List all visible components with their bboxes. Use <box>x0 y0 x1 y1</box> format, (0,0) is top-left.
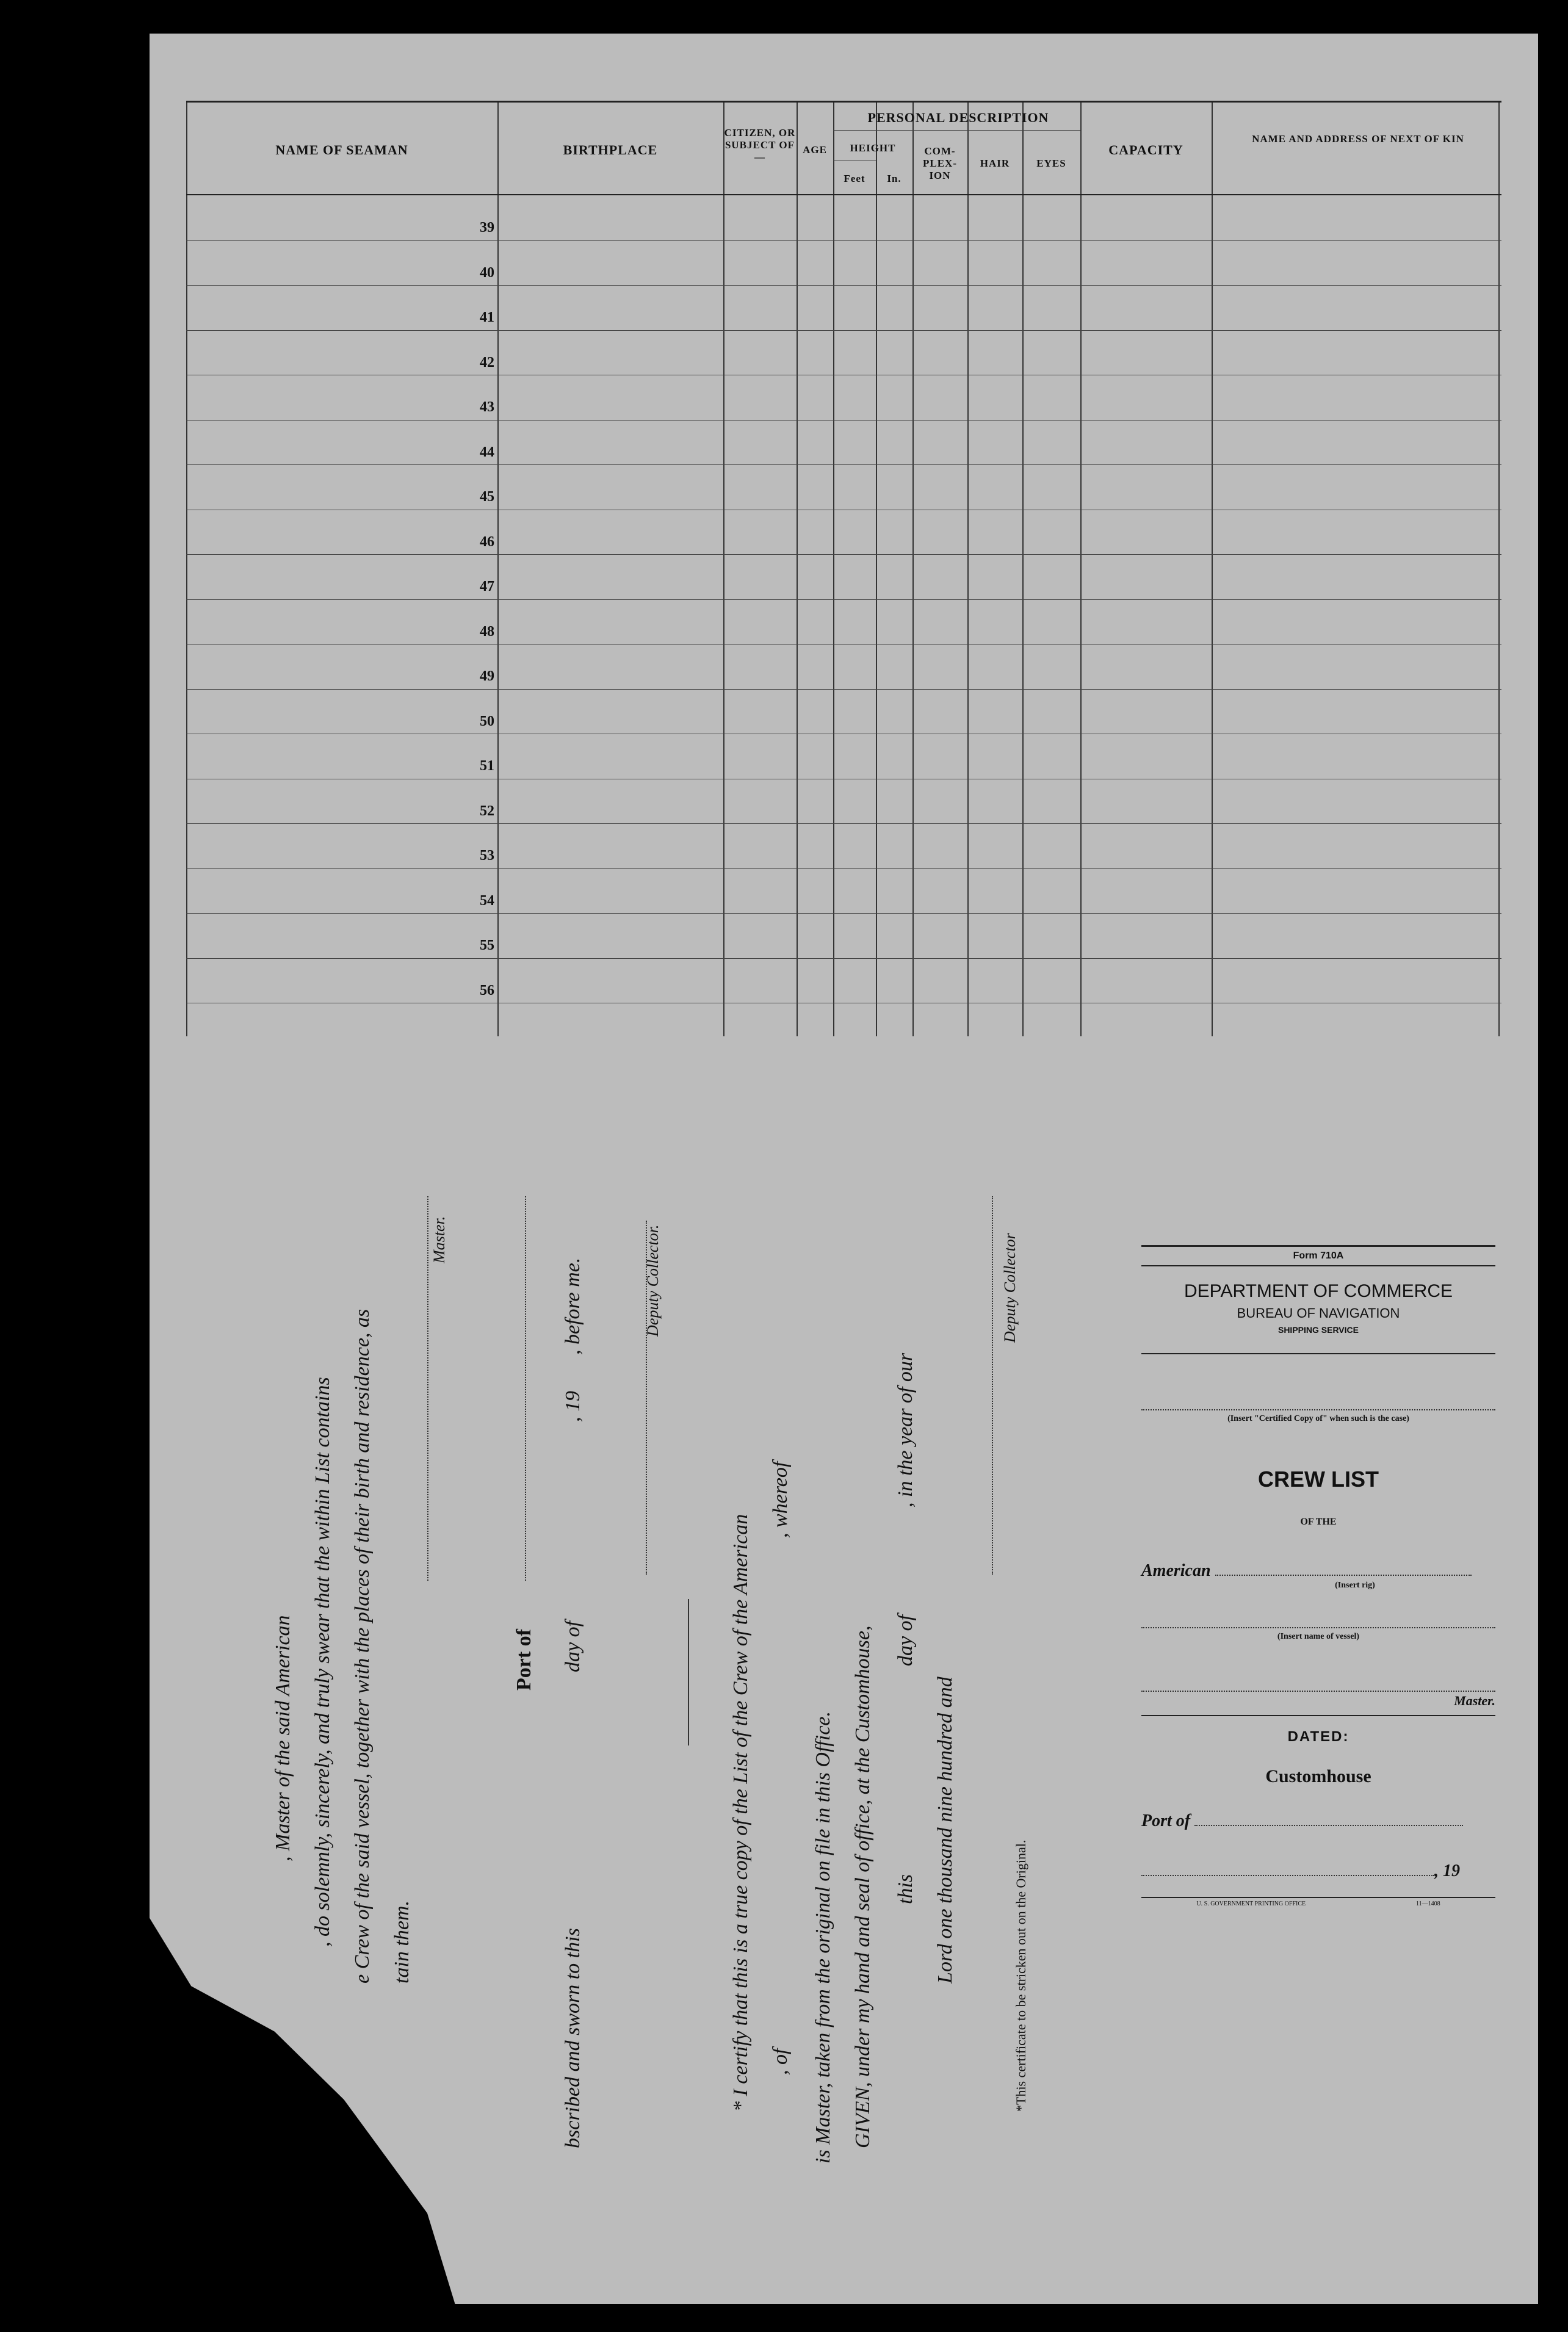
oath-line-1: , Master of the said American <box>272 1615 294 1861</box>
cert-deputy-line <box>992 1196 993 1575</box>
oath-before-me: , before me. <box>562 1257 584 1355</box>
department: DEPARTMENT OF COMMERCE <box>1183 1281 1453 1301</box>
cert-line-3: is Master, taken from the original on file in this Office. <box>812 1711 834 2164</box>
oath-day-of: day of <box>562 1620 584 1672</box>
oath-port-of: Port of <box>513 1628 535 1691</box>
oath-deputy-line <box>646 1221 647 1575</box>
cert-footnote: *This certificate to be stricken out on the Original. <box>1013 1839 1028 2112</box>
insert-rig-note: (Insert rig) <box>1335 1581 1375 1590</box>
header-age: AGE <box>803 144 827 156</box>
table-row-rule <box>186 285 1501 286</box>
table-row-rule <box>186 913 1501 914</box>
american-label: American <box>1141 1561 1211 1580</box>
header-eyes: EYES <box>1036 157 1066 169</box>
table-row-rule <box>186 554 1501 555</box>
cert-line-4: GIVEN, under my hand and seal of office, at the Customhouse, <box>851 1625 874 2148</box>
row-number: 46 <box>480 533 494 550</box>
row-number: 51 <box>480 758 494 774</box>
dated-label: DATED: <box>1287 1728 1349 1745</box>
row-number: 40 <box>480 264 494 281</box>
table-row-rule <box>186 464 1501 465</box>
header-hair: HAIR <box>980 157 1010 169</box>
seal-line <box>688 1599 689 1745</box>
row-number: 55 <box>480 937 494 953</box>
header-inches: In. <box>887 173 901 184</box>
row-number: 47 <box>480 579 494 594</box>
header-citizen: CITIZEN, OR SUBJECT OF— <box>724 127 796 163</box>
row-number: 39 <box>480 220 494 236</box>
year-label: , 19 <box>1434 1861 1460 1880</box>
row-number: 44 <box>480 444 494 460</box>
row-number: 56 <box>480 982 494 998</box>
oath-line-4: tain them. <box>391 1901 413 1984</box>
oath-master-line <box>427 1196 428 1581</box>
cert-line-6: Lord one thousand nine hundred and <box>934 1677 956 1984</box>
header-next-of-kin: NAME AND ADDRESS OF NEXT OF KIN <box>1252 133 1464 145</box>
table-row-rule <box>186 330 1501 331</box>
row-number: 48 <box>480 623 494 640</box>
oath-line-2: , do solemnly, sincerely, and truly swear that the within List contains <box>311 1377 334 1947</box>
header-birthplace: BIRTHPLACE <box>563 142 658 157</box>
port-of-label: Port of <box>1141 1811 1191 1830</box>
table-row-rule <box>186 868 1501 869</box>
row-number: 49 <box>480 668 494 684</box>
cover-panel <box>1141 1221 1495 1984</box>
master-label: Master. <box>1454 1693 1495 1708</box>
table-row-rule <box>186 689 1501 690</box>
customhouse-label: Customhouse <box>1265 1766 1371 1786</box>
oath-port-line <box>525 1196 526 1581</box>
cert-day-of: day of <box>894 1614 917 1666</box>
certified-copy-note: (Insert "Certified Copy of" when such is the case) <box>1227 1414 1409 1423</box>
printer-imprint: U. S. GOVERNMENT PRINTING OFFICE <box>1196 1901 1306 1907</box>
form-number: Form 710A <box>1293 1251 1344 1261</box>
row-number: 45 <box>480 489 494 505</box>
header-complexion: COM-PLEX-ION <box>923 145 957 181</box>
header-personal-description: PERSONAL DESCRIPTION <box>867 110 1049 125</box>
header-height: HEIGHT <box>850 142 896 154</box>
cert-year-of-our: , in the year of our <box>894 1352 917 1507</box>
header-capacity: CAPACITY <box>1108 142 1183 157</box>
row-number: 54 <box>480 892 494 909</box>
crew-table <box>186 101 1501 1036</box>
row-number: 41 <box>480 309 494 325</box>
oath-master-label: Master. <box>430 1216 448 1263</box>
oath-year: , 19 <box>562 1391 584 1422</box>
oath-sworn: bscribed and sworn to this <box>562 1928 584 2148</box>
table-row-rule <box>186 420 1501 421</box>
row-number: 42 <box>480 354 494 370</box>
table-row-rule <box>186 958 1501 959</box>
of-the-label: OF THE <box>1300 1517 1337 1527</box>
row-number: 53 <box>480 848 494 864</box>
oath-deputy-collector: Deputy Collector. <box>644 1224 662 1337</box>
cert-line-1: * I certify that this is a true copy of the List of the Crew of the American <box>729 1514 752 2112</box>
oath-line-3: e Crew of the said vessel, together with the places of their birth and residence, as <box>351 1309 374 1984</box>
crew-list-title: CREW LIST <box>1258 1467 1379 1492</box>
row-number: 50 <box>480 713 494 729</box>
table-row-rule <box>186 599 1501 600</box>
cert-this: this <box>894 1874 917 1904</box>
row-number: 52 <box>480 803 494 819</box>
cert-line-2: , of <box>769 2048 792 2075</box>
insert-vessel-note: (Insert name of vessel) <box>1277 1632 1360 1641</box>
table-row-rule <box>186 823 1501 824</box>
header-name-of-seaman: NAME OF SEAMAN <box>275 142 408 157</box>
header-feet: Feet <box>844 173 865 184</box>
bureau: BUREAU OF NAVIGATION <box>1237 1305 1400 1321</box>
cert-deputy-collector: Deputy Collector <box>1001 1233 1019 1343</box>
table-row-rule <box>186 240 1501 241</box>
cert-whereof: , whereof <box>769 1461 792 1538</box>
service: SHIPPING SERVICE <box>1277 1325 1359 1335</box>
row-number: 43 <box>480 399 494 415</box>
form-code: 11—1408 <box>1415 1901 1440 1907</box>
